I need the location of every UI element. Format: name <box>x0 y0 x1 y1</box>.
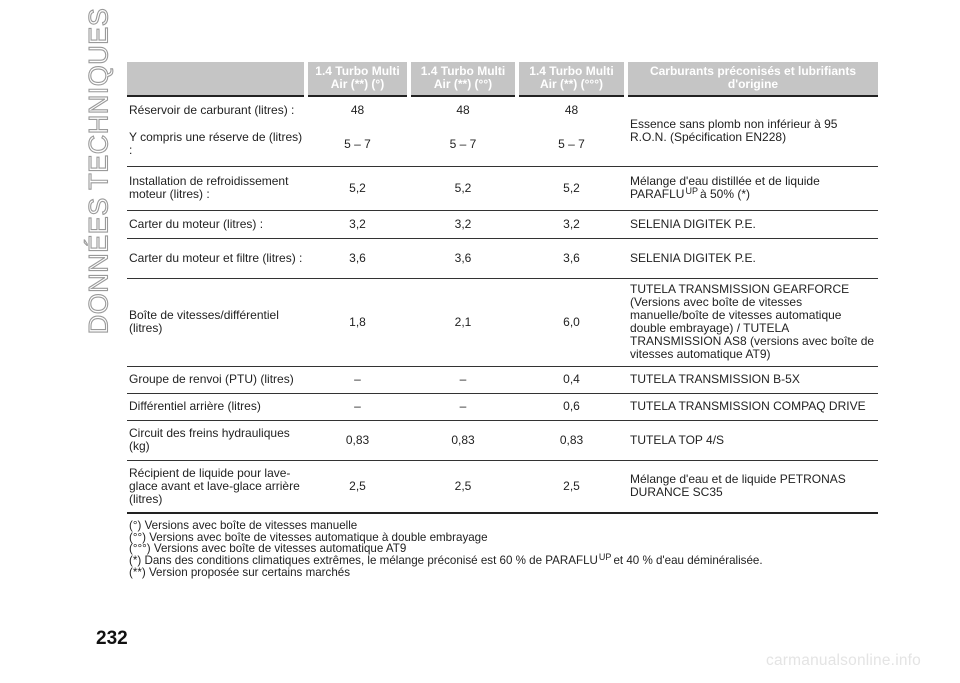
row-label: Carter du moteur et filtre (litres) : <box>127 238 306 278</box>
footnote: (°°°) Versions avec boîte de vitesses automatique AT9 <box>129 542 407 555</box>
row-value-3: 2,5 <box>517 460 626 513</box>
row-value-2: 5 – 7 <box>409 123 517 166</box>
footnote-tail: et 40 % d'eau déminéralisée. <box>613 553 763 567</box>
row-value-3: 3,6 <box>517 238 626 278</box>
row-value-1: – <box>306 393 409 420</box>
row-value-3: 6,0 <box>517 278 626 366</box>
row-fluid-superscript: UP <box>685 185 698 196</box>
row-value-1: 0,83 <box>306 420 409 460</box>
page-number: 232 <box>96 628 128 649</box>
row-value-1: 2,5 <box>306 460 409 513</box>
fuel-spec: Essence sans plomb non inférieur à 95 R.O.N. (Spécification EN228) <box>626 96 878 166</box>
table-row <box>127 393 878 420</box>
row-value-3: 0,6 <box>517 393 626 420</box>
row-value-2: 0,83 <box>409 420 517 460</box>
table-row <box>127 166 878 210</box>
row-value-1: 1,8 <box>306 278 409 366</box>
row-fluid <box>626 166 878 210</box>
table-row <box>127 210 878 238</box>
row-value-2: 2,5 <box>409 460 517 513</box>
footnotes <box>129 520 889 579</box>
footnote-superscript: UP <box>598 551 612 562</box>
row-value-1: 5 – 7 <box>306 123 409 166</box>
row-value-1: 3,2 <box>306 210 409 238</box>
watermark-logo: carmanualsonline.info <box>766 652 921 669</box>
table-row <box>127 420 878 460</box>
table-row <box>127 366 878 393</box>
row-value-2: 3,6 <box>409 238 517 278</box>
row-label: Boîte de vitesses/différentiel (litres) <box>127 278 306 366</box>
row-fluid-tail: à 50% (*) <box>699 186 751 201</box>
row-label: Circuit des freins hydrauliques (kg) <box>127 420 306 460</box>
row-value-1: 5,2 <box>306 166 409 210</box>
row-value-3: 5,2 <box>517 166 626 210</box>
row-value-3: 0,83 <box>517 420 626 460</box>
row-fluid: TUTELA TOP 4/S <box>626 420 878 460</box>
table-header-row <box>127 62 878 96</box>
row-fluid: SELENIA DIGITEK P.E. <box>626 210 878 238</box>
section-title-text: DONNÉES TECHNIQUES <box>83 7 114 335</box>
row-value-3: 0,4 <box>517 366 626 393</box>
row-value-1: 3,6 <box>306 238 409 278</box>
row-fluid: Mélange d'eau et de liquide PETRONAS DURANCE SC35 <box>626 460 878 513</box>
row-label: Récipient de liquide pour lave-glace avant et lave-glace arrière (litres) <box>127 460 306 513</box>
row-value-2: – <box>409 366 517 393</box>
row-value-3: 48 <box>564 102 579 117</box>
header-label-cell <box>127 62 306 96</box>
row-value-2: 3,2 <box>409 210 517 238</box>
row-value-2: 5,2 <box>409 166 517 210</box>
row-value-2: 2,1 <box>409 278 517 366</box>
footnote: (**) Version proposée sur certains marchés <box>129 566 351 579</box>
row-label: Y compris une réserve de (litres) : <box>127 123 306 166</box>
specifications-table <box>127 62 878 514</box>
row-value-1: – <box>306 366 409 393</box>
header-engine-1: 1.4 Turbo Multi Air (**) (°) <box>306 62 409 96</box>
footnote-text: (*) Dans des conditions climatiques extrêmes, le mélange préconisé est 60 % de PARAFLU <box>129 553 598 567</box>
row-label: Groupe de renvoi (PTU) (litres) <box>127 366 306 393</box>
row-label: Installation de refroidissement moteur (litres) : <box>127 166 306 210</box>
row-value-1: 48 <box>350 102 365 117</box>
table-row <box>127 96 878 123</box>
section-title-vertical <box>78 7 120 335</box>
row-value-3: 5 – 7 <box>517 123 626 166</box>
table-row <box>127 238 878 278</box>
footnote: (°°) Versions avec boîte de vitesses automatique à double embrayage <box>129 530 488 544</box>
row-fluid: TUTELA TRANSMISSION COMPAQ DRIVE <box>626 393 878 420</box>
row-label: Carter du moteur (litres) : <box>127 210 306 238</box>
footnote: (°) Versions avec boîte de vitesses manuelle <box>129 519 358 532</box>
header-fluids: Carburants préconisés et lubrifiants d'origine <box>626 62 878 96</box>
row-fluid: SELENIA DIGITEK P.E. <box>626 238 878 278</box>
row-fluid-text: Mélange d'eau distillée et de liquide PARAFLU <box>630 173 820 201</box>
row-fluid: TUTELA TRANSMISSION B-5X <box>626 366 878 393</box>
row-fluid: TUTELA TRANSMISSION GEARFORCE (Versions avec boîte de vitesses manuelle/boîte de vitesses automatique double embrayage) / TUTELA TRANSMISSION AS8 (versions avec boîte de vitesses automatique AT9) <box>626 278 878 366</box>
row-label: Réservoir de carburant (litres) : <box>129 102 295 117</box>
row-value-2: 48 <box>456 102 470 117</box>
row-value-2: – <box>409 393 517 420</box>
header-engine-3: 1.4 Turbo Multi Air (**) (°°°) <box>517 62 626 96</box>
table-row <box>127 278 878 366</box>
table-row <box>127 460 878 513</box>
row-label: Différentiel arrière (litres) <box>127 393 306 420</box>
header-engine-2: 1.4 Turbo Multi Air (**) (°°) <box>409 62 517 96</box>
row-value-3: 3,2 <box>517 210 626 238</box>
